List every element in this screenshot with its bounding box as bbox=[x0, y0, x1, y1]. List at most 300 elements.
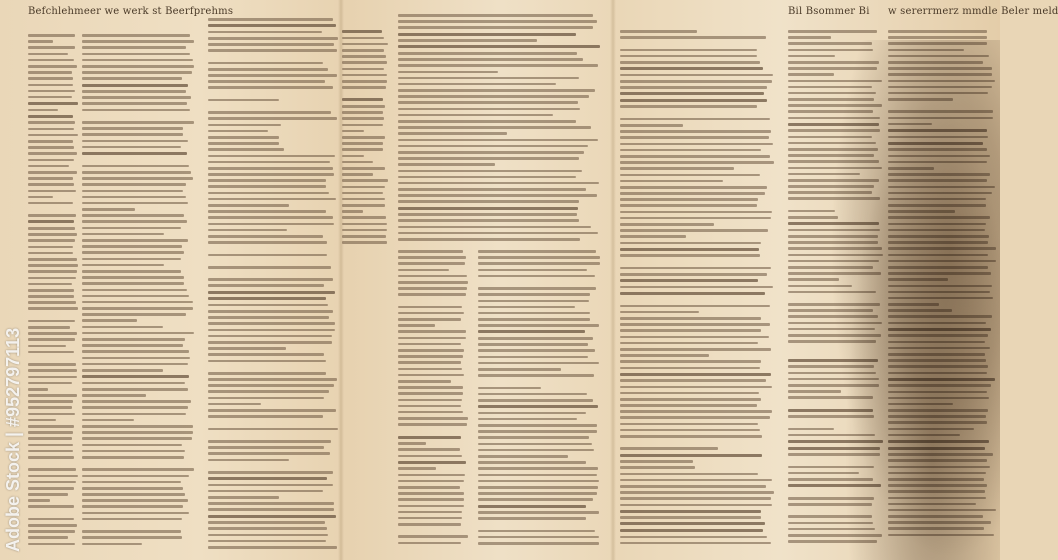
text-line bbox=[208, 99, 279, 102]
text-line bbox=[620, 454, 762, 457]
text-line bbox=[82, 413, 186, 416]
text-line bbox=[398, 71, 498, 74]
text-line bbox=[208, 397, 324, 400]
text-line bbox=[620, 223, 714, 226]
text-line bbox=[620, 429, 760, 432]
text-line bbox=[28, 183, 74, 186]
text-line bbox=[82, 239, 188, 242]
text-line bbox=[82, 109, 190, 112]
text-line bbox=[82, 419, 134, 422]
text-line bbox=[82, 282, 184, 285]
text-line bbox=[82, 127, 183, 130]
text-line bbox=[208, 409, 336, 412]
text-line bbox=[82, 536, 182, 539]
text-line bbox=[208, 93, 274, 96]
text-line bbox=[342, 111, 383, 114]
text-line bbox=[82, 84, 188, 87]
text-line bbox=[620, 497, 771, 500]
text-line bbox=[28, 220, 74, 223]
text-line bbox=[82, 102, 187, 105]
text-line bbox=[82, 307, 193, 310]
text-column bbox=[620, 30, 775, 550]
text-line bbox=[478, 262, 600, 265]
text-line bbox=[398, 20, 597, 23]
text-line bbox=[478, 418, 577, 421]
text-line bbox=[620, 42, 706, 45]
text-line bbox=[478, 399, 593, 402]
text-line bbox=[620, 398, 761, 401]
text-line bbox=[788, 346, 834, 349]
text-line bbox=[82, 270, 181, 273]
text-line bbox=[28, 102, 78, 105]
text-line bbox=[208, 74, 337, 77]
text-line bbox=[208, 421, 271, 424]
text-line bbox=[82, 375, 189, 378]
text-line bbox=[620, 504, 772, 507]
text-line bbox=[82, 357, 190, 360]
text-line bbox=[208, 322, 335, 325]
text-line bbox=[208, 49, 337, 52]
text-line bbox=[478, 330, 585, 333]
text-line bbox=[478, 356, 588, 359]
text-line bbox=[82, 177, 193, 180]
text-line bbox=[620, 292, 765, 295]
text-line bbox=[82, 332, 194, 335]
text-line bbox=[82, 90, 186, 93]
text-line bbox=[342, 117, 384, 120]
text-line bbox=[620, 529, 763, 532]
text-line bbox=[82, 53, 190, 56]
text-line bbox=[208, 304, 328, 307]
text-line bbox=[478, 505, 586, 508]
text-line bbox=[398, 529, 433, 532]
text-line bbox=[82, 388, 188, 391]
text-line bbox=[82, 499, 188, 502]
text-line bbox=[620, 36, 766, 39]
text-line bbox=[620, 149, 761, 152]
text-line bbox=[28, 357, 51, 360]
text-line bbox=[398, 386, 463, 389]
text-line bbox=[28, 314, 56, 317]
text-line bbox=[398, 120, 576, 123]
text-line bbox=[620, 105, 757, 108]
text-line bbox=[398, 275, 467, 278]
text-line bbox=[620, 317, 761, 320]
text-line bbox=[398, 380, 451, 383]
text-line bbox=[28, 196, 53, 199]
text-line bbox=[620, 522, 765, 525]
text-line bbox=[82, 369, 163, 372]
text-line bbox=[342, 30, 382, 33]
text-line bbox=[620, 118, 770, 121]
text-line bbox=[28, 227, 75, 230]
text-line bbox=[82, 400, 191, 403]
text-line bbox=[478, 368, 561, 371]
text-line bbox=[208, 266, 331, 269]
text-line bbox=[28, 190, 76, 193]
text-line bbox=[208, 223, 334, 226]
text-line bbox=[82, 394, 146, 397]
text-line bbox=[398, 114, 553, 117]
text-line bbox=[788, 30, 877, 33]
text-line bbox=[28, 115, 73, 118]
text-line bbox=[28, 84, 73, 87]
text-line bbox=[82, 481, 181, 484]
text-line bbox=[28, 165, 69, 168]
text-line bbox=[398, 26, 593, 29]
text-line bbox=[28, 208, 57, 211]
text-line bbox=[208, 31, 322, 34]
text-line bbox=[208, 452, 330, 455]
text-line bbox=[28, 46, 75, 49]
text-line bbox=[28, 121, 75, 124]
text-line bbox=[28, 363, 76, 366]
text-line bbox=[28, 456, 74, 459]
text-line bbox=[208, 415, 323, 418]
text-line bbox=[28, 338, 75, 341]
text-line bbox=[28, 376, 77, 379]
text-line bbox=[342, 235, 386, 238]
text-line bbox=[398, 535, 468, 538]
text-line bbox=[478, 362, 599, 365]
text-line bbox=[82, 338, 185, 341]
text-line bbox=[620, 198, 758, 201]
text-line bbox=[82, 437, 192, 440]
text-line bbox=[208, 136, 279, 139]
text-line bbox=[478, 374, 594, 377]
text-line bbox=[478, 436, 589, 439]
text-line bbox=[620, 329, 761, 332]
text-line bbox=[620, 143, 773, 146]
text-line bbox=[620, 112, 747, 115]
text-line bbox=[478, 486, 598, 489]
text-line bbox=[478, 343, 588, 346]
text-line bbox=[620, 447, 718, 450]
text-line bbox=[620, 204, 757, 207]
text-line bbox=[208, 366, 317, 369]
text-line bbox=[478, 269, 587, 272]
text-line bbox=[208, 210, 326, 213]
text-line bbox=[620, 67, 763, 70]
text-line bbox=[208, 546, 337, 549]
text-line bbox=[82, 475, 189, 478]
text-line bbox=[398, 392, 463, 395]
text-line bbox=[28, 289, 74, 292]
text-line bbox=[398, 511, 462, 514]
text-line bbox=[342, 229, 387, 232]
text-line bbox=[208, 335, 332, 338]
text-line bbox=[788, 73, 834, 76]
text-line bbox=[28, 159, 74, 162]
text-line bbox=[620, 261, 729, 264]
text-line bbox=[28, 450, 73, 453]
text-line bbox=[28, 90, 75, 93]
text-line bbox=[398, 411, 463, 414]
text-line bbox=[398, 368, 462, 371]
text-line bbox=[28, 524, 77, 527]
text-column bbox=[398, 250, 468, 550]
text-line bbox=[620, 516, 761, 519]
text-line bbox=[208, 434, 261, 437]
text-line bbox=[82, 165, 189, 168]
text-line bbox=[28, 71, 72, 74]
text-line bbox=[398, 306, 462, 309]
text-line bbox=[28, 134, 78, 137]
text-line bbox=[398, 95, 589, 98]
text-line bbox=[398, 330, 466, 333]
text-line bbox=[478, 312, 590, 315]
text-line bbox=[398, 170, 582, 173]
text-line bbox=[398, 429, 452, 432]
text-line bbox=[342, 142, 383, 145]
text-line bbox=[398, 108, 580, 111]
text-line bbox=[208, 260, 289, 263]
text-line bbox=[620, 99, 767, 102]
text-line bbox=[82, 59, 193, 62]
text-column bbox=[478, 250, 600, 550]
text-line bbox=[28, 332, 77, 335]
text-line bbox=[82, 382, 185, 385]
text-column bbox=[82, 34, 194, 554]
text-line bbox=[342, 167, 385, 170]
text-line bbox=[398, 448, 460, 451]
text-line bbox=[208, 56, 278, 59]
text-line bbox=[398, 182, 599, 185]
text-line bbox=[478, 250, 596, 253]
text-line bbox=[28, 270, 77, 273]
text-line bbox=[478, 275, 595, 278]
text-line bbox=[82, 289, 187, 292]
text-line bbox=[208, 142, 279, 145]
text-line bbox=[82, 264, 164, 267]
text-line bbox=[398, 232, 598, 235]
text-line bbox=[478, 542, 599, 545]
text-line bbox=[398, 226, 591, 229]
text-line bbox=[208, 192, 329, 195]
text-line bbox=[208, 477, 327, 480]
text-line bbox=[82, 214, 184, 217]
text-line bbox=[28, 425, 74, 428]
text-line bbox=[82, 65, 194, 68]
text-line bbox=[398, 417, 468, 420]
text-line bbox=[342, 241, 387, 244]
text-line bbox=[620, 410, 772, 413]
text-line bbox=[28, 202, 73, 205]
text-line bbox=[398, 256, 466, 259]
page-header-left: Befchlehmeer we werk st Beerfprehms bbox=[28, 6, 234, 17]
text-line bbox=[208, 18, 333, 21]
text-line bbox=[620, 479, 772, 482]
text-line bbox=[398, 355, 463, 358]
text-line bbox=[342, 210, 363, 213]
text-line bbox=[208, 43, 334, 46]
text-line bbox=[208, 496, 279, 499]
text-line bbox=[398, 33, 576, 36]
text-line bbox=[82, 431, 193, 434]
text-line bbox=[398, 200, 579, 203]
text-line bbox=[208, 384, 334, 387]
text-line bbox=[28, 505, 74, 508]
text-line bbox=[398, 474, 465, 477]
text-line bbox=[82, 258, 181, 261]
text-line bbox=[342, 43, 388, 46]
text-line bbox=[28, 400, 73, 403]
text-line bbox=[208, 403, 261, 406]
text-line bbox=[620, 491, 774, 494]
text-line bbox=[342, 61, 387, 64]
text-line bbox=[208, 185, 326, 188]
text-line bbox=[620, 485, 766, 488]
text-line bbox=[28, 406, 72, 409]
text-line bbox=[82, 208, 135, 211]
text-line bbox=[82, 245, 182, 248]
text-line bbox=[208, 179, 326, 182]
text-line bbox=[478, 387, 541, 390]
text-line bbox=[342, 204, 385, 207]
text-line bbox=[398, 281, 468, 284]
text-line bbox=[398, 132, 507, 135]
text-line bbox=[478, 511, 599, 514]
text-line bbox=[82, 301, 193, 304]
text-line bbox=[28, 34, 75, 37]
text-line bbox=[398, 213, 577, 216]
text-line bbox=[398, 498, 464, 501]
text-line bbox=[478, 405, 598, 408]
text-line bbox=[208, 254, 327, 257]
text-line bbox=[28, 258, 77, 261]
text-line bbox=[82, 196, 186, 199]
text-line bbox=[208, 148, 284, 151]
text-line bbox=[208, 490, 323, 493]
text-line bbox=[28, 77, 73, 80]
text-line bbox=[342, 179, 388, 182]
text-line bbox=[398, 39, 537, 42]
text-line bbox=[82, 276, 184, 279]
text-line bbox=[208, 428, 338, 431]
text-line bbox=[398, 64, 598, 67]
text-line bbox=[208, 471, 333, 474]
text-line bbox=[28, 264, 78, 267]
text-line bbox=[208, 310, 333, 313]
text-line bbox=[28, 419, 56, 422]
text-line bbox=[398, 151, 584, 154]
text-line bbox=[398, 436, 461, 439]
text-line bbox=[208, 235, 323, 238]
text-line bbox=[342, 55, 386, 58]
text-line bbox=[398, 58, 583, 61]
text-line bbox=[82, 115, 145, 118]
text-line bbox=[620, 273, 767, 276]
text-line bbox=[398, 293, 466, 296]
text-line bbox=[398, 238, 580, 241]
text-line bbox=[478, 443, 592, 446]
text-line bbox=[478, 480, 599, 483]
text-line bbox=[342, 49, 384, 52]
paper-stain bbox=[830, 40, 1000, 560]
text-line bbox=[620, 435, 762, 438]
text-line bbox=[620, 235, 686, 238]
text-line bbox=[398, 139, 598, 142]
text-line bbox=[82, 159, 146, 162]
text-line bbox=[208, 515, 336, 518]
text-line bbox=[342, 186, 385, 189]
text-line bbox=[28, 152, 77, 155]
text-line bbox=[82, 71, 192, 74]
text-line bbox=[82, 251, 184, 254]
text-line bbox=[28, 518, 74, 521]
text-line bbox=[398, 157, 579, 160]
text-line bbox=[398, 262, 465, 265]
text-line bbox=[398, 207, 578, 210]
text-line bbox=[28, 499, 50, 502]
text-line bbox=[82, 133, 183, 136]
text-line bbox=[28, 301, 76, 304]
text-line bbox=[82, 425, 193, 428]
text-column bbox=[208, 18, 338, 554]
text-line bbox=[788, 353, 828, 356]
text-line bbox=[28, 40, 53, 43]
text-line bbox=[208, 198, 336, 201]
text-line bbox=[28, 481, 76, 484]
text-line bbox=[208, 216, 333, 219]
text-line bbox=[620, 254, 760, 257]
text-line bbox=[28, 475, 78, 478]
text-line bbox=[28, 543, 75, 546]
text-line bbox=[478, 349, 595, 352]
text-line bbox=[398, 492, 464, 495]
text-line bbox=[342, 74, 387, 77]
text-line bbox=[208, 459, 289, 462]
text-line bbox=[620, 136, 769, 139]
text-line bbox=[82, 171, 191, 174]
text-line bbox=[788, 36, 831, 39]
text-line bbox=[398, 337, 466, 340]
text-line bbox=[620, 392, 759, 395]
text-line bbox=[620, 466, 695, 469]
text-line bbox=[208, 130, 268, 133]
text-line bbox=[478, 523, 559, 526]
text-line bbox=[620, 354, 709, 357]
text-line bbox=[28, 295, 74, 298]
text-line bbox=[342, 198, 385, 201]
text-line bbox=[620, 416, 770, 419]
text-line bbox=[620, 286, 773, 289]
text-line bbox=[620, 186, 767, 189]
text-line bbox=[82, 505, 183, 508]
text-line bbox=[478, 412, 586, 415]
text-line bbox=[208, 465, 293, 468]
text-line bbox=[28, 252, 73, 255]
text-line bbox=[208, 80, 325, 83]
text-line bbox=[478, 449, 594, 452]
text-line bbox=[342, 192, 383, 195]
text-line bbox=[208, 86, 333, 89]
text-line bbox=[620, 211, 772, 214]
text-line bbox=[208, 446, 324, 449]
text-line bbox=[208, 484, 333, 487]
text-line bbox=[208, 527, 327, 530]
text-line bbox=[478, 455, 568, 458]
text-line bbox=[28, 326, 70, 329]
text-line bbox=[82, 146, 181, 149]
text-line bbox=[788, 210, 835, 213]
text-line bbox=[478, 393, 587, 396]
text-column bbox=[28, 34, 78, 554]
text-line bbox=[82, 233, 164, 236]
text-line bbox=[398, 126, 591, 129]
text-line bbox=[478, 430, 597, 433]
text-line bbox=[208, 117, 337, 120]
